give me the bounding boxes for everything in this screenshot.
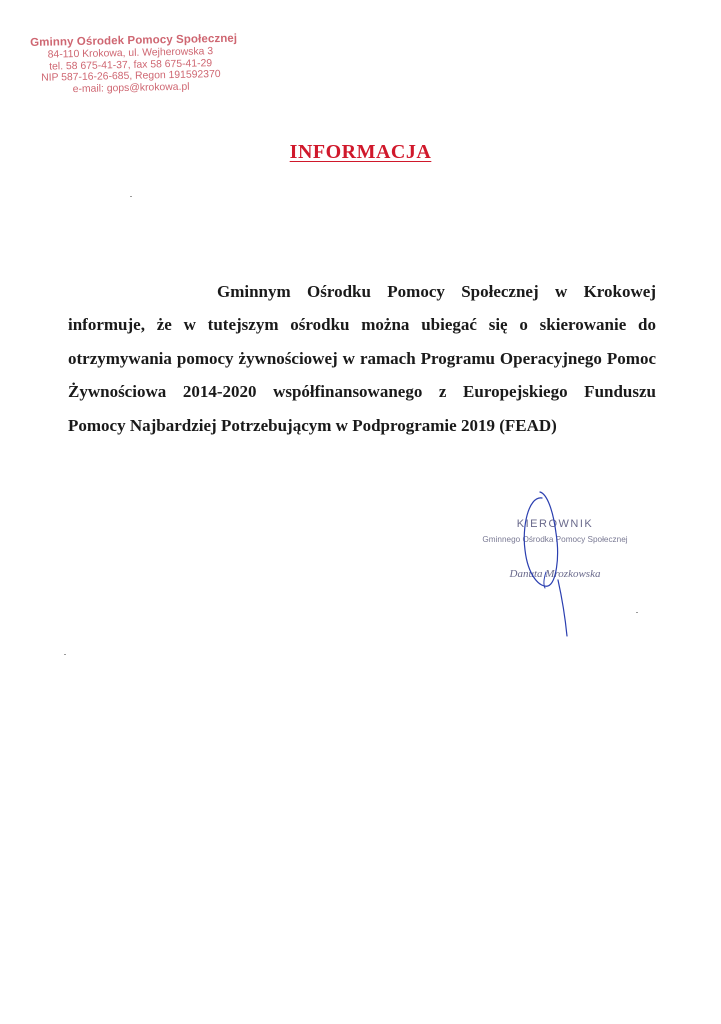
stamp-email: e-mail: gops@krokowa.pl — [72, 81, 190, 95]
stamp-office-name: Gminny Ośrodek Pomocy Społecznej — [30, 32, 238, 49]
scan-speck — [64, 654, 66, 655]
stamp-phone: tel. 58 675-41-37, fax 58 675-41-29 — [49, 57, 213, 73]
signature-block — [470, 488, 660, 638]
handwritten-signature — [470, 488, 660, 638]
document-title: INFORMACJA — [289, 141, 432, 163]
scan-speck — [130, 196, 132, 197]
scan-speck — [636, 612, 638, 613]
stamp-tax-id: NIP 587-16-26-685, Regon 191592370 — [41, 69, 221, 84]
signature-person-name: Danuta Mrozkowska — [509, 568, 601, 580]
signature-title: KIEROWNIK — [516, 518, 594, 530]
signature-unit: Gminnego Ośrodka Pomocy Społecznej — [482, 535, 628, 544]
office-stamp — [30, 32, 238, 97]
stamp-address: 84-110 Krokowa, ul. Wejherowska 3 — [47, 46, 214, 61]
body-paragraph: Gminnym Ośrodku Pomocy Społecznej w Krokowej informuje, że w tutejszym ośrodku można ubiegać się o skierowanie do otrzymywania pomocy żywnościowej w ramach Programu Operacyjnego Pomoc Żywnościowa 2014-2020 współfinansowanego z Europejskiego Funduszu Pomocy Najbardziej Potrzebującym w Podprogramie 2019 (FEAD) — [68, 282, 656, 435]
